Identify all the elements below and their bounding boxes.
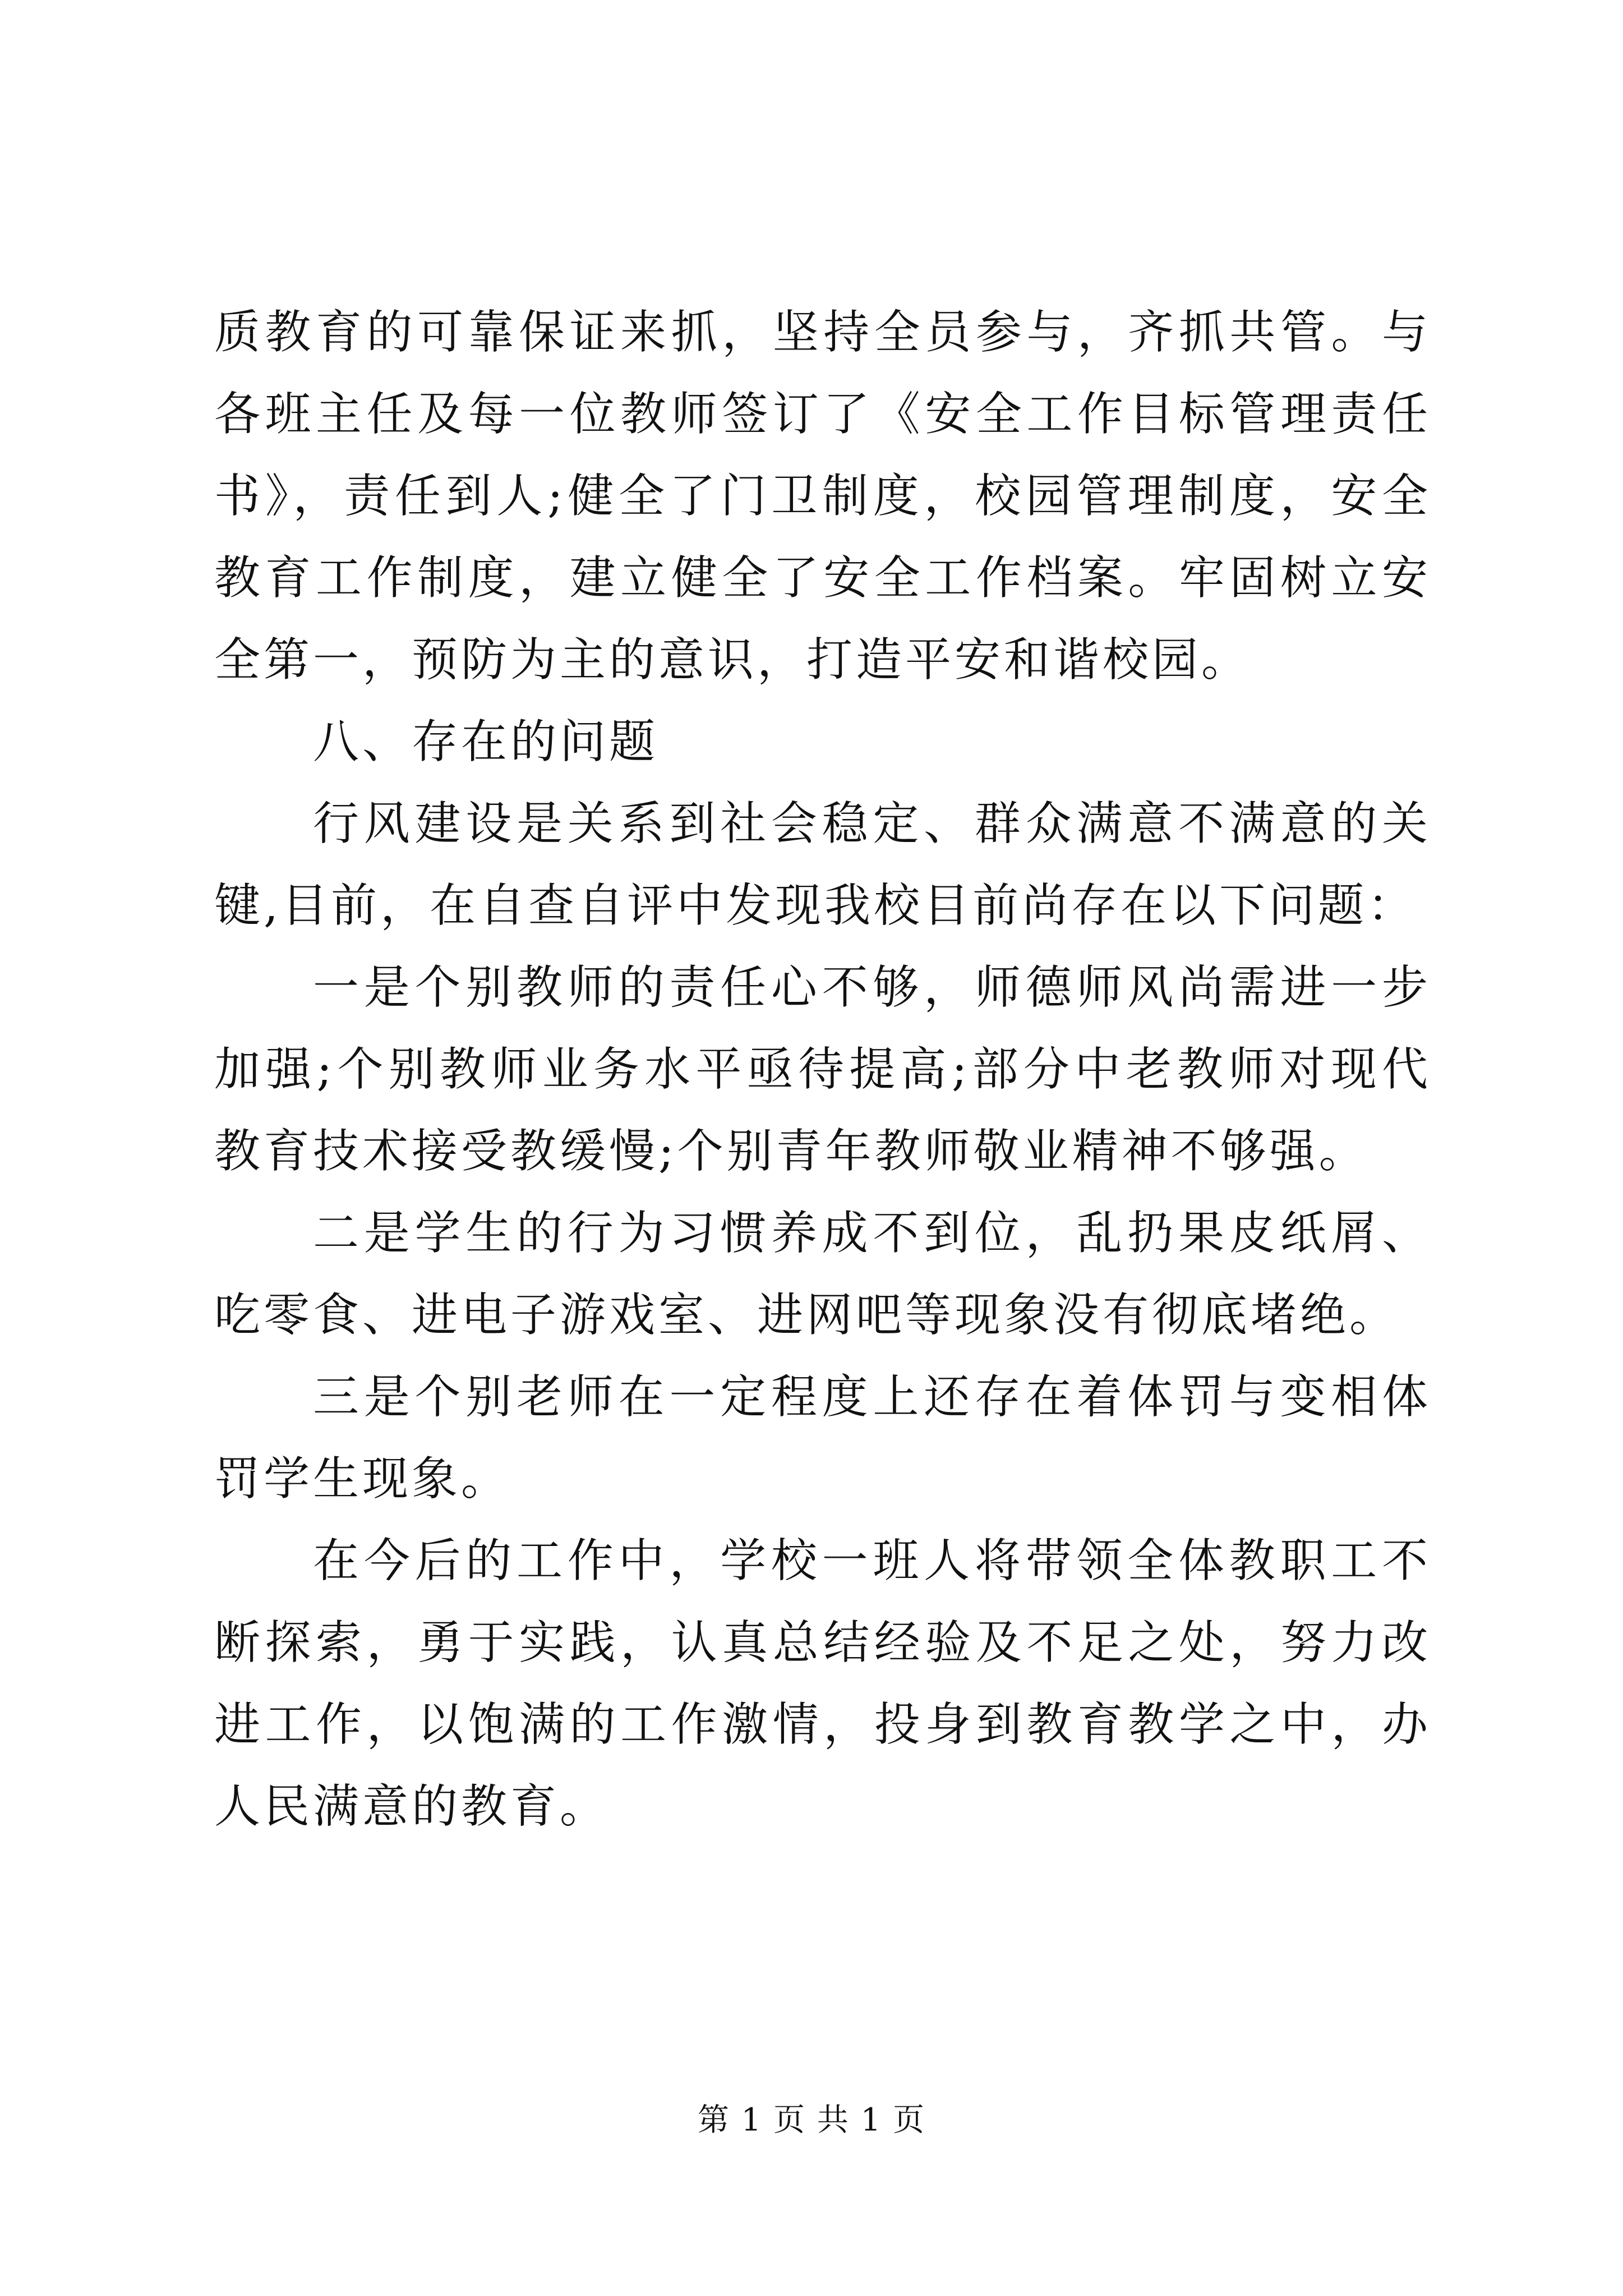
page-number-footer: 第 1 页 共 1 页 [697,2102,926,2138]
paragraph-problem-one: 一是个别教师的责任心不够，师德师风尚需进一步加强;个别教师业务水平亟待提高;部分中老教师对现代教育技术接受教缓慢;个别青年教师敬业精神不够强。 [214,961,1431,1178]
paragraph-problem-three: 三是个别老师在一定程度上还存在着体罚与变相体罚学生现象。 [214,1370,1431,1506]
paragraph-problem-two: 二是学生的行为习惯养成不到位，乱扔果皮纸屑、吃零食、进电子游戏室、进网吧等现象没有彻底堵绝。 [214,1207,1431,1342]
paragraph-safety-management: 质教育的可靠保证来抓，坚持全员参与，齐抓共管。与各班主任及每一位教师签订了《安全工作目标管理责任书》，责任到人;健全了门卫制度，校园管理制度，安全教育工作制度，建立健全了安全工作档案。牢固树立安全第一，预防为主的意识，打造平安和谐校园。 [214,306,1431,687]
paragraph-problems-intro: 行风建设是关系到社会稳定、群众满意不满意的关键,目前，在自查自评中发现我校目前尚存在以下问题： [214,797,1431,932]
section-heading-existing-problems: 八、存在的问题 [313,715,659,769]
paragraph-future-work: 在今后的工作中，学校一班人将带领全体教职工不断探索，勇于实践，认真总结经验及不足之处，努力改进工作，以饱满的工作激情，投身到教育教学之中，办人民满意的教育。 [214,1534,1431,1833]
document-body [214,292,1431,1848]
